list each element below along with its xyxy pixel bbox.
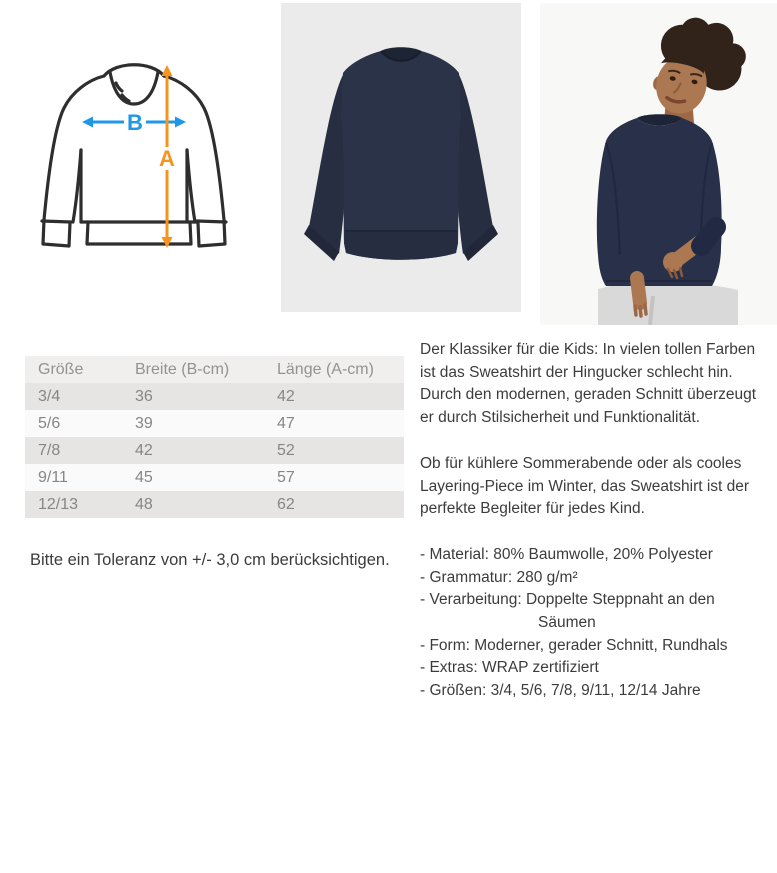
pants-shape [598,283,738,325]
size-diagram-image [36,52,244,262]
spec-verarbeitung-continuation: Säumen [538,614,596,632]
product-description [420,339,760,703]
garment-outline [42,65,226,246]
tolerance-note: Bitte ein Toleranz von +/- 3,0 cm berücksichtigen. [30,551,390,569]
col-header-laenge: Länge (A-cm) [277,360,374,378]
spec-form: - Form: Moderner, gerader Schnitt, Rundhals [420,636,728,654]
spec-verarbeitung: - Verarbeitung: Doppelte Steppnaht an den [420,591,715,609]
table-row: 5/6 39 47 [25,410,404,437]
spec-list [420,544,760,703]
model-photo [540,3,777,325]
sweatshirt-outline-icon [36,52,244,262]
product-photo-flat [281,3,521,312]
size-table-section [25,356,404,518]
width-label: B [127,110,143,135]
table-header-row [25,356,404,383]
spec-grammatur: - Grammatur: 280 g/m² [420,568,578,586]
size-table [25,356,404,518]
boy-model-icon [540,3,777,325]
table-row: 9/11 45 57 [25,464,404,491]
description-paragraph-2: Ob für kühlere Sommerabende oder als cooles Layering-Piece im Winter, das Sweatshirt ist der perfekte Begleiter für jedes Kind. [420,454,750,518]
spec-material: - Material: 80% Baumwolle, 20% Polyester [420,545,713,563]
flat-sweatshirt-icon [281,3,521,312]
spec-extras: - Extras: WRAP zertifiziert [420,659,599,677]
col-header-breite: Breite (B-cm) [135,360,230,378]
width-arrow-icon [82,110,186,135]
spec-groessen: - Größen: 3/4, 5/6, 7/8, 9/11, 12/14 Jahre [420,682,701,700]
table-row: 7/8 42 52 [25,437,404,464]
table-row: 3/4 36 42 [25,383,404,410]
description-paragraph-1: Der Klassiker für die Kids: In vielen tollen Farben ist das Sweatshirt der Hingucker schlecht hin. Durch den modernen, geraden Schnitt überzeugt er durch Stilsicherheit und Funktionalität. [420,341,757,427]
hand-shape [635,278,646,316]
table-row: 12/13 48 62 [25,491,404,518]
col-header-groesse: Größe [38,360,84,378]
length-label: A [159,146,175,171]
sweatshirt-shape [597,114,722,286]
